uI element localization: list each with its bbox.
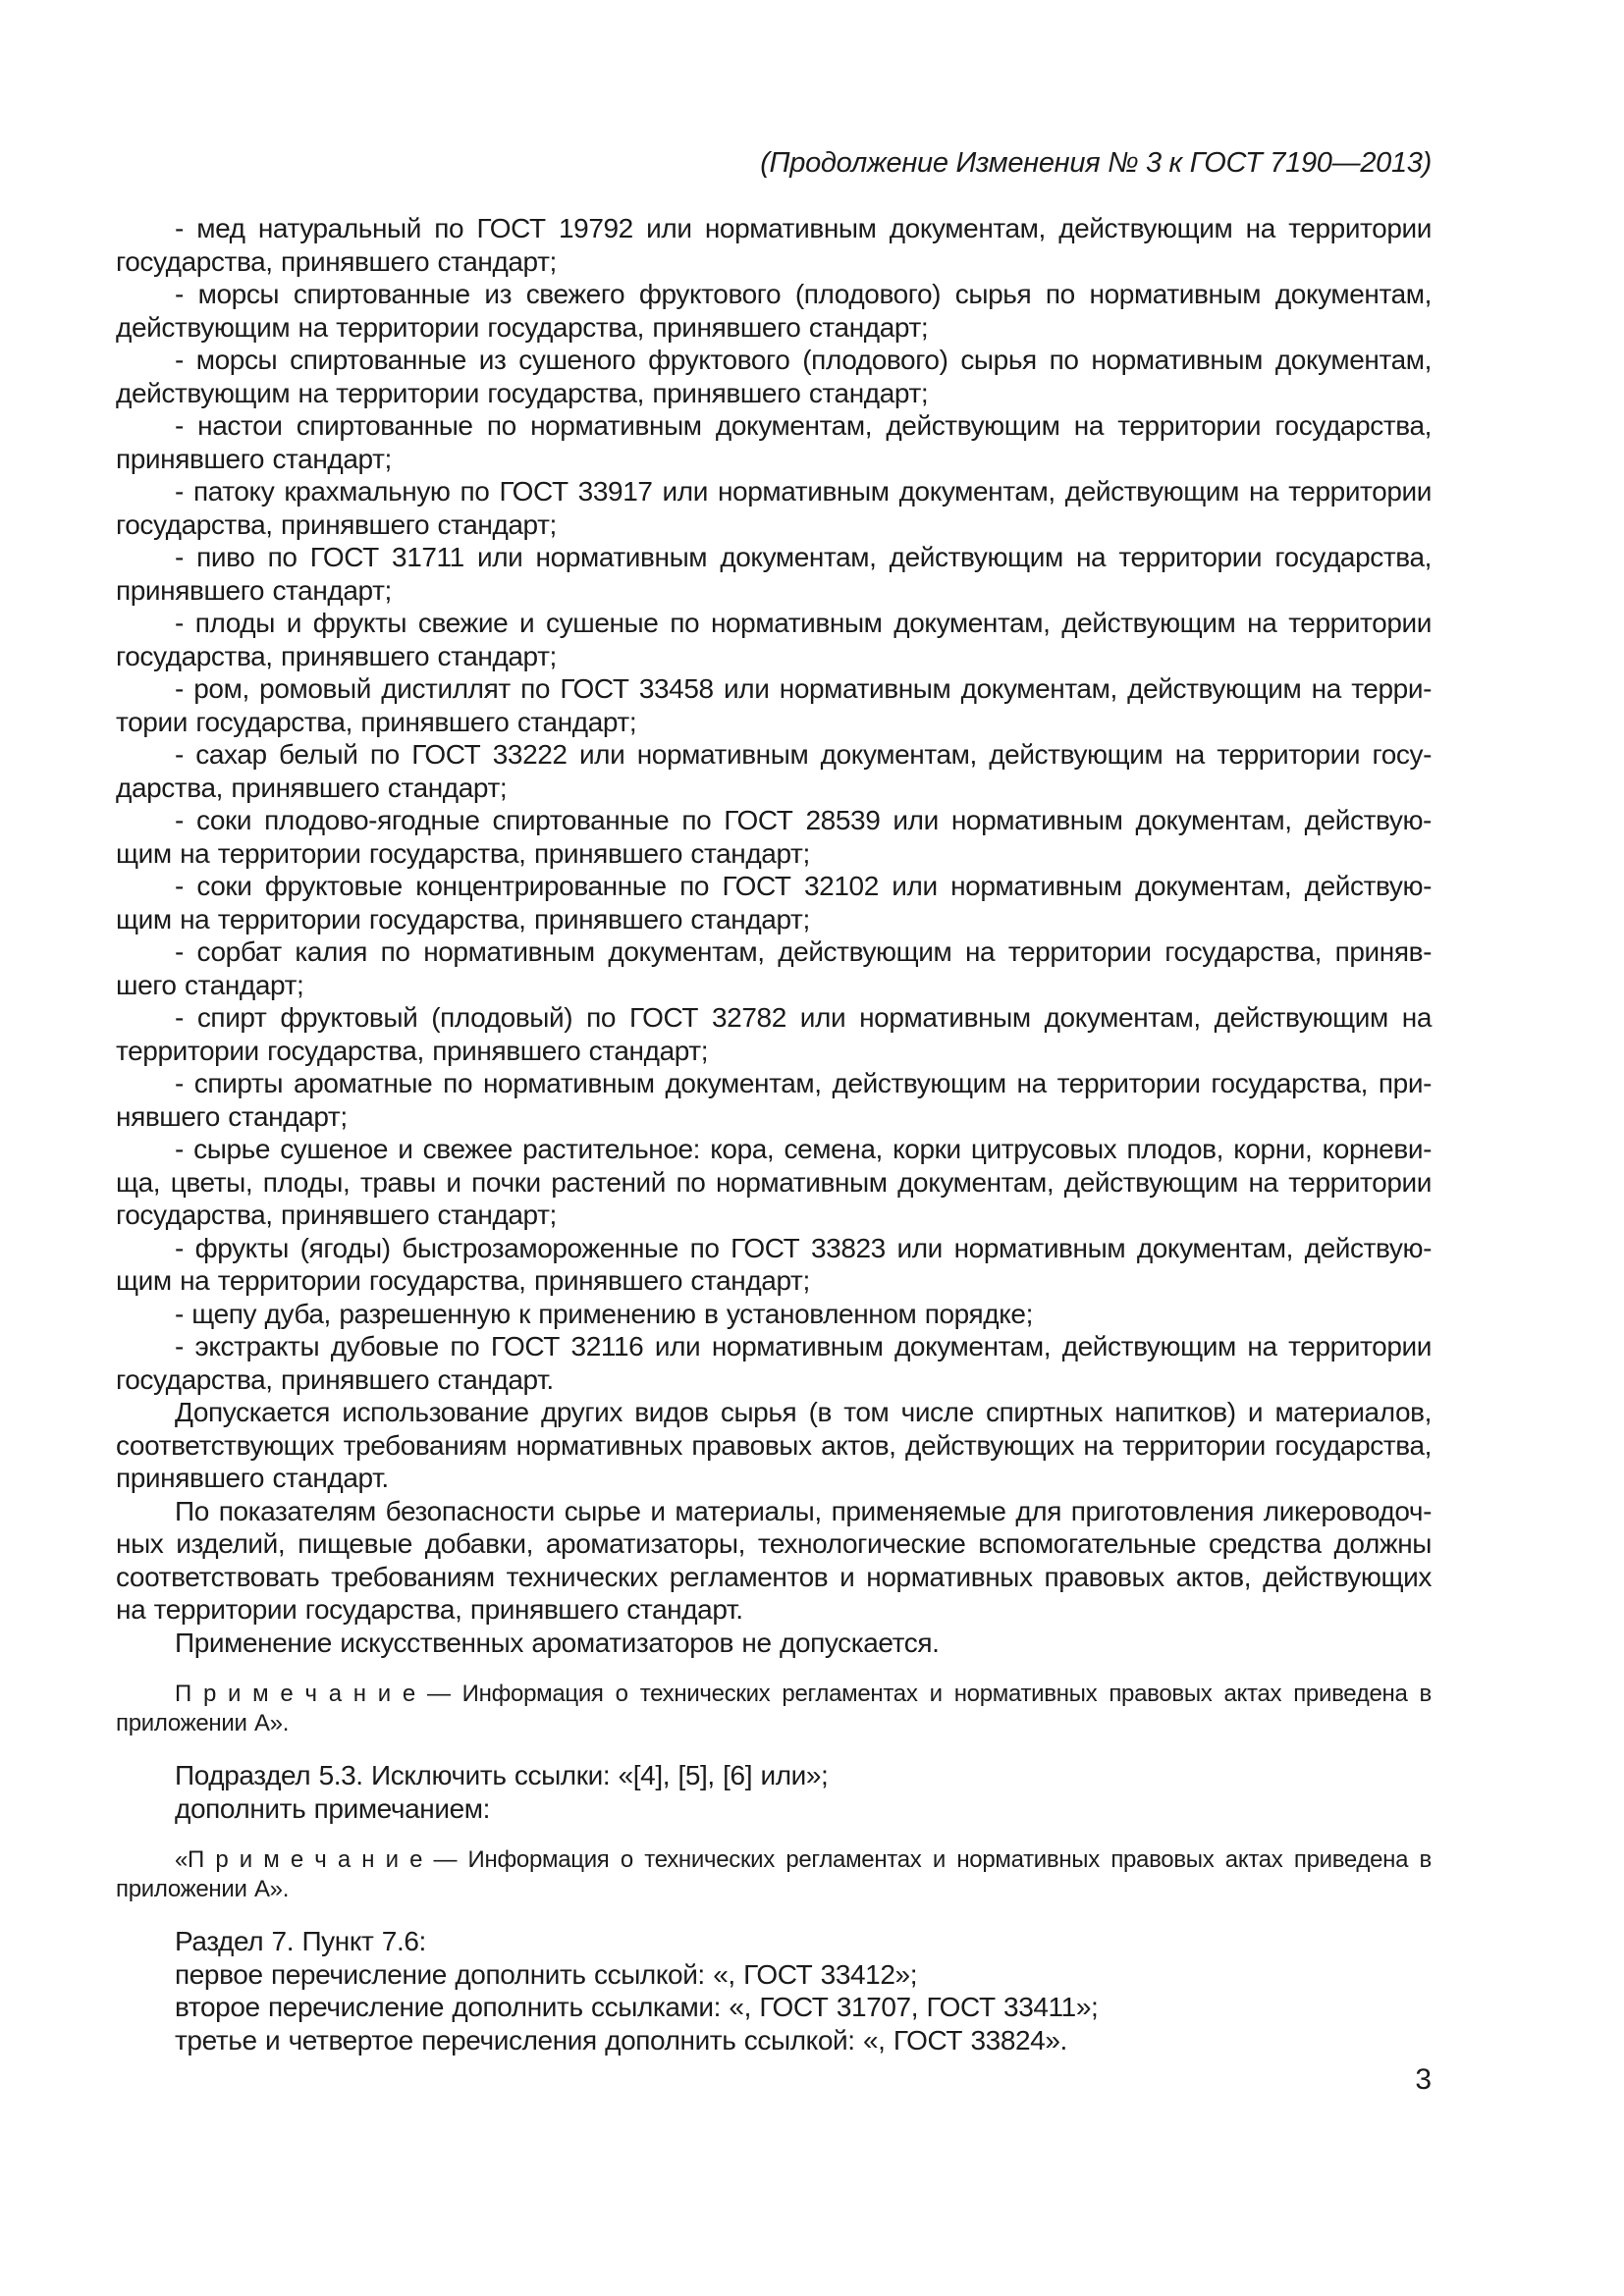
text-line: государства, принявшего стандарт. <box>116 1363 554 1395</box>
text-line: щим на территории государства, принявшего стандарт; <box>116 1265 810 1296</box>
text-line: приложении А». <box>116 1710 290 1736</box>
text-line: - щепу дуба, разрешенную к применению в установленном порядке; <box>175 1298 1033 1329</box>
text-line: принявшего стандарт. <box>116 1463 389 1493</box>
text-line: - экстракты дубовые по ГОСТ 32116 или нормативным документам, действующим на территории <box>175 1331 1432 1362</box>
text-line: П р и м е ч а н и е — Информация о технических регламентах и нормативных правовых актах приведена в <box>175 1681 1432 1707</box>
text-line: государства, принявшего стандарт; <box>116 640 557 671</box>
text-line: - сорбат калия по нормативным документам, действующим на территории государства, приняв- <box>175 936 1432 967</box>
text-line: Применение искусственных ароматизаторов не допускается. <box>175 1627 940 1658</box>
text-line: - патоку крахмальную по ГОСТ 33917 или нормативным документам, действующим на территории <box>175 476 1432 507</box>
paragraph <box>116 2024 1432 2057</box>
text-line: По показателям безопасности сырье и материалы, применяемые для приготовления ликероводоч- <box>175 1495 1432 1526</box>
text-line: ща, цветы, плоды, травы и почки растений по нормативным документам, действующим на территории <box>116 1166 1432 1198</box>
page-content <box>116 147 1432 2056</box>
page-number: 3 <box>1415 2063 1432 2096</box>
text-line: первое перечисление дополнить ссылкой: «, ГОСТ 33412»; <box>175 1958 918 1990</box>
continuation-header: (Продолжение Изменения № 3 к ГОСТ 7190—2013) <box>760 147 1432 179</box>
text-line: - сырье сушеное и свежее растительное: кора, семена, корки цитрусовых плодов, корни, корневи- <box>175 1134 1432 1164</box>
paragraph <box>116 1925 1432 1958</box>
paragraph <box>116 672 1432 738</box>
paragraph <box>116 870 1432 935</box>
paragraph <box>116 1991 1432 2024</box>
text-line: приложении А». <box>116 1876 290 1902</box>
text-line: щим на территории государства, принявшего стандарт; <box>116 903 810 934</box>
text-line: - плоды и фрукты свежие и сушеные по нормативным документам, действующим на территории <box>175 608 1432 638</box>
text-line: - морсы спиртованные из свежего фруктового (плодового) сырья по нормативным документам, <box>175 279 1432 309</box>
text-line: государства, принявшего стандарт; <box>116 1200 557 1230</box>
paragraph <box>116 212 1432 278</box>
text-line: принявшего стандарт; <box>116 574 392 606</box>
text-line: - морсы спиртованные из сушеного фруктового (плодового) сырья по нормативным документам, <box>175 345 1432 375</box>
paragraph <box>116 541 1432 607</box>
document-body <box>116 212 1432 2056</box>
paragraph <box>116 409 1432 475</box>
text-line: - настои спиртованные по нормативным документам, действующим на территории государства, <box>175 410 1432 441</box>
text-line: принявшего стандарт; <box>116 443 392 474</box>
paragraph <box>116 1495 1432 1627</box>
text-line: государства, принявшего стандарт; <box>116 245 557 277</box>
text-line: - соки плодово-ягодные спиртованные по ГОСТ 28539 или нормативным документам, действую- <box>175 805 1432 835</box>
paragraph <box>116 475 1432 541</box>
text-line: тории государства, принявшего стандарт; <box>116 706 637 737</box>
paragraph <box>116 1001 1432 1067</box>
paragraph <box>116 1067 1432 1133</box>
note-paragraph <box>116 1845 1432 1904</box>
paragraph <box>116 1759 1432 1792</box>
text-line: нявшего стандарт; <box>116 1100 348 1132</box>
text-line: Подраздел 5.3. Исключить ссылки: «[4], [5], [6] или»; <box>175 1760 829 1790</box>
text-line: государства, принявшего стандарт; <box>116 508 557 540</box>
paragraph <box>116 344 1432 409</box>
paragraph <box>116 607 1432 672</box>
text-line: соответствующих требованиям нормативных правовых актов, действующих на территории государства, <box>116 1429 1432 1461</box>
paragraph <box>116 1792 1432 1826</box>
text-line: Допускается использование других видов сырья (в том числе спиртных напитков) и материалов, <box>175 1397 1432 1427</box>
text-line: - фрукты (ягоды) быстрозамороженные по ГОСТ 33823 или нормативным документам, действую- <box>175 1232 1432 1263</box>
text-line: дополнить примечанием: <box>175 1792 490 1824</box>
paragraph <box>116 1330 1432 1396</box>
text-line: Раздел 7. Пункт 7.6: <box>175 1926 426 1956</box>
text-line: соответствовать требованиям технических регламентов и нормативных правовых актов, действующих <box>116 1561 1432 1592</box>
note-paragraph <box>116 1680 1432 1738</box>
paragraph <box>116 738 1432 804</box>
text-line: ных изделий, пищевые добавки, ароматизаторы, технологические вспомогательные средства должны <box>116 1528 1432 1559</box>
text-line: дарства, принявшего стандарт; <box>116 772 508 803</box>
text-line: третье и четвертое перечисления дополнить ссылкой: «, ГОСТ 33824». <box>175 2024 1067 2056</box>
text-line: - мед натуральный по ГОСТ 19792 или нормативным документам, действующим на территории <box>175 213 1432 243</box>
text-line: на территории государства, принявшего стандарт. <box>116 1594 743 1625</box>
paragraph <box>116 1232 1432 1298</box>
text-line: - сахар белый по ГОСТ 33222 или нормативным документам, действующим на территории госу- <box>175 739 1432 770</box>
paragraph <box>116 1627 1432 1660</box>
paragraph <box>116 278 1432 344</box>
text-line: шего стандарт; <box>116 969 304 1000</box>
text-line: - спирты ароматные по нормативным документам, действующим на территории государства, при- <box>175 1068 1432 1098</box>
paragraph <box>116 1133 1432 1232</box>
paragraph <box>116 1298 1432 1331</box>
paragraph <box>116 1958 1432 1992</box>
text-line: щим на территории государства, принявшего стандарт; <box>116 837 810 869</box>
text-line: действующим на территории государства, принявшего стандарт; <box>116 311 929 343</box>
text-line: территории государства, принявшего стандарт; <box>116 1035 709 1066</box>
text-line: - пиво по ГОСТ 31711 или нормативным документам, действующим на территории государства, <box>175 542 1432 572</box>
text-line: «П р и м е ч а н и е — Информация о технических регламентах и нормативных правовых актах приведена в <box>175 1846 1432 1873</box>
paragraph <box>116 1396 1432 1495</box>
paragraph <box>116 935 1432 1001</box>
text-line: - спирт фруктовый (плодовый) по ГОСТ 32782 или нормативным документам, действующим на <box>175 1002 1432 1033</box>
text-line: действующим на территории государства, принявшего стандарт; <box>116 377 929 408</box>
paragraph <box>116 804 1432 870</box>
text-line: - ром, ромовый дистиллят по ГОСТ 33458 или нормативным документам, действующим на терри- <box>175 673 1432 704</box>
text-line: - соки фруктовые концентрированные по ГОСТ 32102 или нормативным документам, действую- <box>175 871 1432 901</box>
text-line: второе перечисление дополнить ссылками: «, ГОСТ 31707, ГОСТ 33411»; <box>175 1992 1099 2022</box>
